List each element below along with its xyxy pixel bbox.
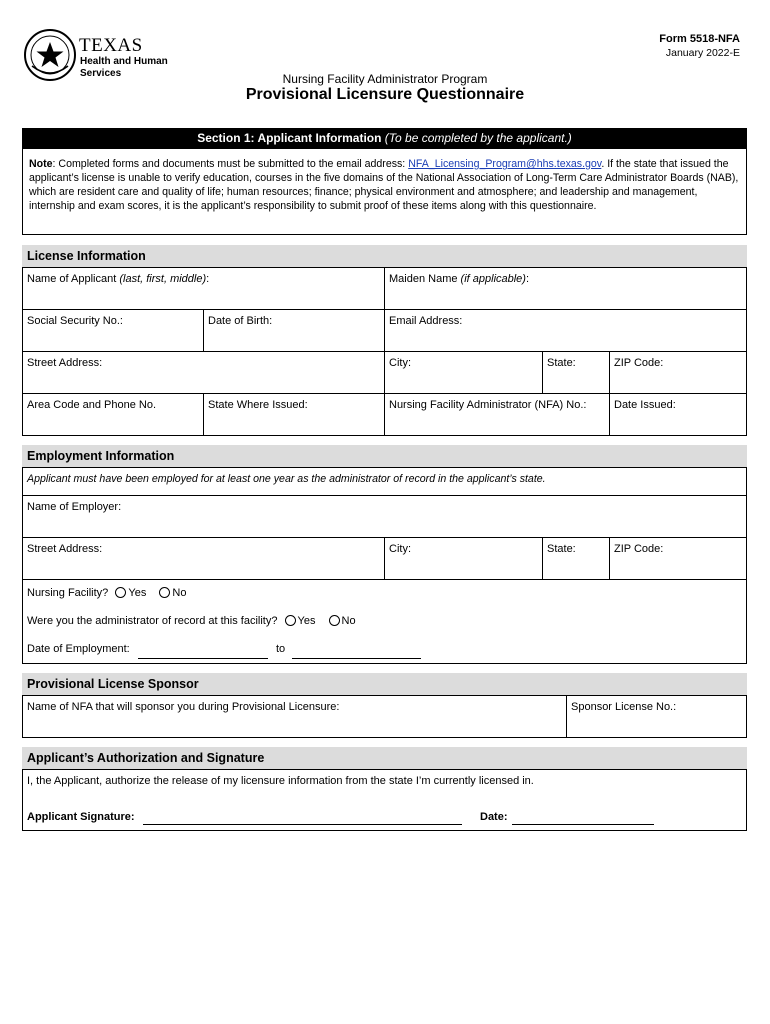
admin-record-label: Were you the administrator of record at this facility? [27,615,278,627]
emp-street-label: Street Address: [27,543,103,555]
org-sub1: Health and Human [80,56,168,67]
zip-field[interactable] [609,351,747,394]
section-1-bar [22,128,747,148]
employment-note-text: Applicant must have been employed for at least one year as the administrator of record in the applicant’s state. [27,473,546,485]
note-box [22,148,747,235]
maiden-name-field[interactable]: Maiden Name (if applicable): [384,267,747,310]
employment-note [22,467,747,496]
date-to-field[interactable] [292,658,421,659]
admin-record-row [27,615,356,627]
nursing-no-radio[interactable] [159,587,170,598]
nursing-facility-label: Nursing Facility? [27,587,109,599]
sign-date-field[interactable] [512,824,654,825]
street-label: Street Address: [27,357,103,369]
signature-label: Applicant Signature: [27,811,135,823]
emp-zip-label: ZIP Code: [614,543,664,555]
applicant-name-label: Name of Applicant [27,273,117,285]
nursing-yes-label: Yes [128,587,147,599]
emp-state-field[interactable] [542,537,610,580]
applicant-name-hint: (last, first, middle) [119,273,207,285]
admin-no-label: No [341,615,356,627]
employment-heading: Employment Information [22,445,747,467]
note-pre: : Completed forms and documents must be submitted to the email address: [52,158,409,170]
emp-city-label: City: [389,543,411,555]
state-field[interactable] [542,351,610,394]
state-issued-field[interactable] [203,393,385,436]
state-label: State: [547,357,576,369]
applicant-name-field[interactable]: Name of Applicant (last, first, middle): [22,267,385,310]
dob-field[interactable] [203,309,385,352]
authorization-statement: I, the Applicant, authorize the release of my licensure information from the state I’m currently licensed in. [27,775,534,787]
admin-yes-radio[interactable] [285,615,296,626]
section-1-subtitle: (To be completed by the applicant.) [384,131,572,145]
date-from-field[interactable] [138,658,268,659]
authorization-heading: Applicant’s Authorization and Signature [22,747,747,769]
employer-field[interactable] [22,495,747,538]
date-to-label: to [276,643,286,655]
zip-label: ZIP Code: [614,357,664,369]
admin-no-radio[interactable] [329,615,340,626]
nfa-number-label: Nursing Facility Administrator (NFA) No.: [389,399,587,411]
sponsor-license-label: Sponsor License No.: [571,701,677,713]
email-label: Email Address: [389,315,463,327]
nursing-yes-radio[interactable] [115,587,126,598]
phone-field[interactable] [22,393,204,436]
signature-field[interactable] [143,824,462,825]
date-issued-field[interactable] [609,393,747,436]
maiden-name-hint: (if applicable) [460,273,526,285]
email-field[interactable] [384,309,747,352]
street-field[interactable] [22,351,385,394]
email-link[interactable]: NFA_Licensing_Program@hhs.texas.gov [408,158,602,170]
date-employment-label: Date of Employment: [27,643,130,655]
form-date: January 2022-E [665,47,740,59]
city-field[interactable] [384,351,543,394]
sponsor-name-field[interactable] [22,695,567,738]
emp-state-label: State: [547,543,576,555]
nursing-facility-row [27,587,186,599]
sign-date-label: Date: [480,811,508,823]
state-issued-label: State Where Issued: [208,399,308,411]
note-post: . If the state that issued the applicant’s license is unable to verify education, courses in the five domains of the National Association of Long-Term Care Administrator Boards (NAB), which are resident care and quality of life; human resources; finance; physical environment and atmosphere; and leadership and management, internship and exam scores, it is the applicant’s responsibility to submit proof of these items along with this questionnaire. [29,158,739,212]
nfa-number-field[interactable] [384,393,610,436]
section-1-title: Section 1: Applicant Information [197,131,382,145]
phone-label: Area Code and Phone No. [27,399,157,411]
sponsor-heading: Provisional License Sponsor [22,673,747,695]
emp-street-field[interactable] [22,537,385,580]
org-name: TEXAS [79,35,143,56]
emp-zip-field[interactable] [609,537,747,580]
program-name: Nursing Facility Administrator Program [282,72,488,86]
note-label: Note [29,158,53,170]
employer-label: Name of Employer: [27,501,122,513]
maiden-name-label: Maiden Name [389,273,458,285]
city-label: City: [389,357,411,369]
page-title: Provisional Licensure Questionnaire [245,86,525,103]
license-heading: License Information [22,245,747,267]
form-number: Form 5518-NFA [659,33,740,45]
nursing-no-label: No [172,587,187,599]
admin-yes-label: Yes [297,615,316,627]
dob-label: Date of Birth: [208,315,273,327]
sponsor-license-field[interactable] [566,695,747,738]
org-sub2: Services [80,68,122,79]
ssn-label: Social Security No.: [27,315,123,327]
ssn-field[interactable] [22,309,204,352]
date-issued-label: Date Issued: [614,399,676,411]
sponsor-name-label: Name of NFA that will sponsor you during Provisional Licensure: [27,701,340,713]
emp-city-field[interactable] [384,537,543,580]
